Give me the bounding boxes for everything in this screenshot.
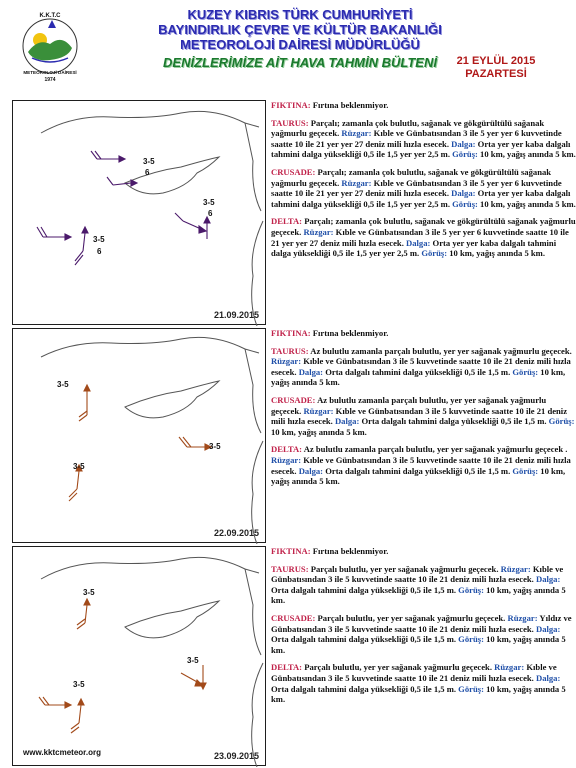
forecast-text: 10 km, yağış anında 5 km. bbox=[447, 248, 545, 259]
region-label: FIKTINA: bbox=[271, 328, 311, 338]
wind-keyword: Rüzgar: bbox=[341, 177, 372, 188]
wind-label-a2: 6 bbox=[145, 168, 150, 177]
wave-keyword: Dalga: bbox=[298, 465, 324, 476]
wind-keyword: Rüzgar: bbox=[303, 226, 334, 237]
fiktina-forecast bbox=[271, 328, 576, 339]
turkey-coastline bbox=[41, 111, 259, 133]
logo-bottom-text: METEOROLOJİ DAİRESİ bbox=[23, 70, 77, 75]
forecast-text: Fırtına beklenmiyor. bbox=[310, 546, 389, 556]
forecast-text: 10 km, yağış anında 5 km. bbox=[271, 426, 367, 437]
website-url: www.kktcmeteor.org bbox=[23, 748, 101, 757]
region-label: DELTA: bbox=[271, 444, 303, 455]
forecast-text: Kıble ve Günbatısından 3 ile 5 kuvvetinde saatte 10 ile 21 deniz mili hızla esecek. bbox=[271, 662, 557, 683]
header-country: KUZEY KIBRIS TÜRK CUMHURİYETİ bbox=[187, 7, 413, 22]
map-date-day2: 22.09.2015 bbox=[213, 528, 259, 538]
forecast-text: Az bulutlu zamanla parçalı bulutlu, yer yer sağanak yağmurlu geçecek . bbox=[302, 444, 568, 455]
wave-keyword: Dalga: bbox=[535, 623, 561, 634]
region-label: FIKTINA: bbox=[271, 100, 311, 110]
syria-coastline bbox=[245, 569, 261, 655]
wave-keyword: Dalga: bbox=[334, 416, 360, 427]
wind-keyword: Rüzgar: bbox=[494, 662, 525, 673]
meteorology-logo bbox=[18, 8, 82, 86]
wind-keyword: Rüzgar: bbox=[271, 356, 302, 367]
forecast-text: Parçalı bulutlu, yer yer sağanak yağmurlu geçecek. bbox=[315, 612, 508, 623]
region-label: CRUSADE: bbox=[271, 394, 316, 405]
wave-keyword: Dalga: bbox=[451, 188, 476, 199]
wind-label-c2: 6 bbox=[208, 209, 213, 218]
wind-label-a: 3-5 bbox=[143, 157, 155, 166]
forecast-text-day2 bbox=[271, 328, 576, 543]
fiktina-forecast bbox=[271, 546, 576, 557]
wind-label-c: 3-5 bbox=[203, 198, 215, 207]
wave-keyword: Dalga: bbox=[535, 574, 561, 585]
wind-label-b: 3-5 bbox=[93, 235, 105, 244]
header-ministry: BAYINDIRLIK ÇEVRE VE KÜLTÜR BAKANLIĞI bbox=[158, 22, 442, 37]
taurus-forecast bbox=[271, 564, 576, 606]
wind-label-b2: 6 bbox=[97, 247, 102, 256]
wind-map-svg-day1 bbox=[13, 101, 265, 326]
wind-map-day2 bbox=[12, 328, 266, 543]
visibility-keyword: Görüş: bbox=[458, 584, 484, 595]
map-date-day3: 23.09.2015 bbox=[213, 751, 259, 761]
visibility-keyword: Görüş: bbox=[458, 683, 484, 694]
region-label: TAURUS: bbox=[271, 117, 309, 128]
forecast-text: Orta dalgalı tahmini dalga yüksekliği 0,5 ile 1,5 m. bbox=[271, 584, 459, 595]
forecast-text-day1 bbox=[271, 100, 576, 325]
wind-map-svg-day3 bbox=[13, 547, 265, 767]
turkey-coastline bbox=[41, 557, 259, 579]
forecast-text-day3 bbox=[271, 546, 576, 766]
forecast-text: Fırtına beklenmiyor. bbox=[310, 328, 389, 338]
visibility-keyword: Görüş: bbox=[421, 248, 448, 259]
syria-coastline bbox=[245, 349, 261, 433]
cyprus-island bbox=[125, 157, 219, 194]
wind-label-c: 3-5 bbox=[187, 656, 199, 665]
forecast-text: Orta yer yer kaba dalgalı tahmini dalga yüksekliği 0,5 ile 1,5 yer yer 2,5 m. bbox=[271, 138, 571, 160]
forecast-text: Orta dalgalı tahmini dalga yüksekliği 0,5 ile 1,5 m. bbox=[271, 683, 459, 694]
fiktina-forecast bbox=[271, 100, 576, 111]
wind-keyword: Rüzgar: bbox=[507, 612, 538, 623]
cyprus-island bbox=[125, 601, 219, 638]
forecast-text: Orta dalgalı tahmini dalga yüksekliği 0,5 ile 1,5 m. bbox=[359, 416, 549, 427]
wind-keyword: Rüzgar: bbox=[303, 405, 334, 416]
region-label: CRUSADE: bbox=[271, 166, 316, 177]
wind-keyword: Rüzgar: bbox=[500, 563, 531, 574]
forecast-text: Parçalı; zamanla çok bulutlu, sağanak ve gökgürültülü sağanak yağmurlu geçecek. bbox=[271, 216, 576, 237]
forecast-text: Parçalı; zamanla çok bulutlu, sağanak ve gökgürültülü sağanak yağmurlu geçecek. bbox=[271, 166, 552, 188]
crusade-forecast bbox=[271, 613, 576, 655]
forecast-text: Kıble ve Günbatısından 3 ile 5 yer yer 6 kuvvetinde saatte 10 ile 21 yer yer 27 deniz mili hızla esecek. bbox=[271, 128, 562, 149]
forecast-text: 10 km, yağış anında 5 km. bbox=[271, 584, 566, 606]
wave-keyword: Dalga: bbox=[451, 138, 476, 149]
bulletin-date: 21 EYLÜL 2015 bbox=[456, 55, 536, 67]
syria-coastline bbox=[245, 123, 261, 211]
forecast-text: Az bulutlu zamanla parçalı bulutlu, yer yer sağanak yağmurlu geçecek. bbox=[308, 345, 572, 356]
region-label: DELTA: bbox=[271, 662, 303, 673]
forecast-text: Kıble ve Günbatısından 3 ile 5 kuvvetinde saatte 10 ile 21 deniz mili hızla esecek. bbox=[271, 356, 571, 377]
region-label: TAURUS: bbox=[271, 563, 309, 574]
forecast-text: Kıble ve Günbatısından 3 ile 5 yer yer 6 kuvvetinde saatte 10 ile 21 yer yer 27 deniz mili hızla esecek. bbox=[271, 226, 569, 248]
forecast-text: Orta dalgalı tahmini dalga yüksekliği 0,5 ile 1,5 m. bbox=[323, 366, 513, 377]
forecast-text: Kıble ve Günbatısından 3 ile 5 yer yer 6 kuvvetinde saatte 10 ile 21 yer yer 27 deniz mili hızla esecek. bbox=[271, 177, 562, 199]
wave-keyword: Dalga: bbox=[406, 237, 431, 248]
forecast-panel-day1 bbox=[4, 100, 576, 325]
crusade-forecast bbox=[271, 395, 576, 437]
forecast-text: 10 km, yağış anında 5 km. bbox=[477, 149, 576, 160]
bulletin-title: DENİZLERİMİZE AİT HAVA TAHMİN BÜLTENİ bbox=[163, 55, 437, 70]
visibility-keyword: Görüş: bbox=[548, 416, 575, 427]
bulletin-weekday: PAZARTESİ bbox=[465, 68, 527, 80]
forecast-text: Az bulutlu zamanla parçalı bulutlu, yer yer sağanak yağmurlu geçecek. bbox=[271, 394, 547, 416]
forecast-text: Kıble ve Günbatısından 3 ile 5 kuvvetinde saatte 10 ile 21 deniz mili hızla esecek. bbox=[271, 454, 571, 476]
forecast-text: 10 km, yağış anında 5 km. bbox=[271, 366, 566, 388]
wind-label-b: 3-5 bbox=[209, 442, 221, 451]
forecast-text: Parçalı bulutlu, yer yer sağanak yağmurlu geçecek. bbox=[308, 563, 501, 574]
wind-map-day1 bbox=[12, 100, 266, 325]
forecast-text: Yıldız ve Günbatısından 3 ile 5 kuvvetinde saatte 10 ile 21 deniz mili hızla esecek. bbox=[271, 612, 572, 634]
region-label: DELTA: bbox=[271, 216, 303, 227]
forecast-text: Orta yer yer kaba dalgalı tahmini dalga yüksekliği 0,5 ile 1,5 yer yer 2,5 m. bbox=[271, 237, 557, 259]
wind-label-a: 3-5 bbox=[57, 380, 69, 389]
wind-map-svg-day2 bbox=[13, 329, 265, 544]
visibility-keyword: Görüş: bbox=[512, 465, 539, 476]
wave-keyword: Dalga: bbox=[298, 366, 324, 377]
turkey-coastline bbox=[41, 337, 259, 357]
delta-forecast bbox=[271, 662, 576, 704]
delta-forecast bbox=[271, 216, 576, 258]
forecast-text: 10 km, yağış anında 5 km. bbox=[477, 198, 576, 209]
forecast-text: 10 km, yağış anında 5 km. bbox=[271, 465, 566, 487]
forecast-text: 10 km, yağış anında 5 km. bbox=[271, 683, 566, 705]
region-label: FIKTINA: bbox=[271, 546, 311, 556]
wind-map-day3 bbox=[12, 546, 266, 766]
forecast-text: Kıble ve Günbatısından 3 ile 5 kuvvetinde saatte 10 ile 21 deniz mili hızla esecek. bbox=[271, 563, 564, 585]
forecast-text: Orta yer yer kaba dalgalı tahmini dalga yüksekliği 0,5 ile 1,5 yer yer 2,5 m. bbox=[271, 188, 571, 209]
forecast-text: Fırtına beklenmiyor. bbox=[310, 100, 389, 110]
region-label: CRUSADE: bbox=[271, 612, 316, 623]
forecast-text: Orta dalgalı tahmini dalga yüksekliği 0,5 ile 1,5 m. bbox=[323, 465, 513, 476]
wind-label-a: 3-5 bbox=[83, 588, 95, 597]
visibility-keyword: Görüş: bbox=[458, 634, 484, 645]
crusade-forecast bbox=[271, 167, 576, 209]
forecast-text: Orta dalgalı tahmini dalga yüksekliği 0,5 ile 1,5 m. bbox=[271, 634, 459, 645]
wind-keyword: Rüzgar: bbox=[271, 454, 302, 465]
visibility-keyword: Görüş: bbox=[512, 366, 539, 377]
logo-year-text: 1974 bbox=[44, 77, 56, 83]
wave-keyword: Dalga: bbox=[535, 672, 561, 683]
header-department: METEOROLOJİ DAİRESİ MÜDÜRLÜĞÜ bbox=[180, 37, 420, 52]
visibility-keyword: Görüş: bbox=[452, 198, 478, 209]
wind-label-b: 3-5 bbox=[73, 680, 85, 689]
forecast-panel-day3 bbox=[4, 546, 576, 766]
bulletin-header bbox=[0, 0, 576, 98]
taurus-forecast bbox=[271, 346, 576, 388]
forecast-panel-day2 bbox=[4, 328, 576, 543]
logo-top-text: K.K.T.C bbox=[39, 13, 61, 19]
taurus-forecast bbox=[271, 118, 576, 160]
forecast-text: Parçalı; zamanla çok bulutlu, sağanak ve gökgürültülü sağanak yağmurlu geçecek. bbox=[271, 117, 545, 139]
visibility-keyword: Görüş: bbox=[452, 149, 478, 160]
map-date-day1: 21.09.2015 bbox=[213, 310, 259, 320]
region-label: TAURUS: bbox=[271, 345, 309, 356]
wind-label-c: 3-5 bbox=[73, 462, 85, 471]
forecast-text: Parçalı bulutlu, yer yer sağanak yağmurlu geçecek. bbox=[302, 662, 495, 673]
cyprus-island bbox=[125, 381, 219, 418]
delta-forecast bbox=[271, 444, 576, 486]
forecast-text: 10 km, yağış anında 5 km. bbox=[271, 634, 566, 655]
forecast-text: Kıble ve Günbatısından 3 ile 5 kuvvetinde saatte 10 ile 21 deniz mili hızla esecek. bbox=[271, 405, 568, 427]
wind-keyword: Rüzgar: bbox=[341, 128, 372, 139]
